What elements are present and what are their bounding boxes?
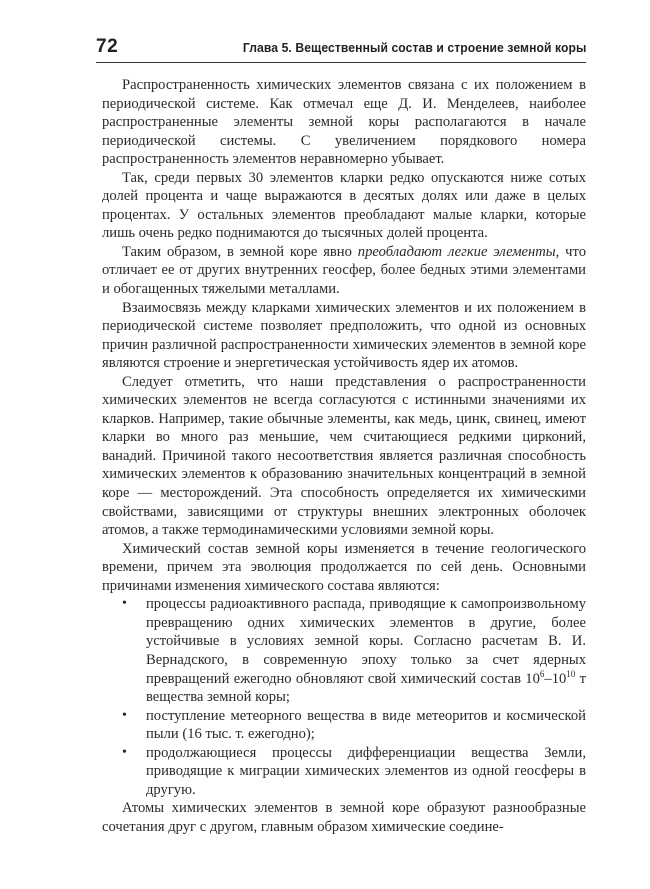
list-item-text: продолжающиеся процессы дифференциации вещества Земли, приводящие к миграции химических элементов из одной геосферы в другую. — [146, 744, 586, 798]
paragraph-3 — [102, 243, 586, 299]
paragraph-3-start: Таким образом, в земной коре явно — [122, 243, 358, 260]
paragraph-4: Взаимосвязь между кларками химических элементов и их положением в периодической системе позволяет предположить, что одной из основных причин различной распространенности химических элементов в земной коре являются строение и энергетическая устойчивость ядер их атомов. — [102, 299, 586, 372]
paragraph-1: Распространенность химических элементов связана с их положением в периодической системе. Как отмечал еще Д. И. Менделеев, наиболее распространенные элементы земной коры располагаются в начале периодической системы. С увеличением порядкового номера распространенность элементов неравномерно убывает. — [102, 77, 586, 168]
emphasis-light-elements: преобладают легкие элементы, — [357, 243, 560, 260]
paragraph-5: Следует отметить, что наши представления о распространенности химических элементов не всегда согласуются с истинными значениями их кларков. Например, такие обычные элементы, как медь, цинк, свинец, имеют кларки во много раз меньшие, чем считающиеся редкими цирконий, ванадий. Причиной такого несоответствия является различная способность химических элементов к образованию значительных концентраций в земной коре — месторождений. Эта способность определяется их химическими свойствами, зависящими от структуры внешних электронных оболочек атомов, а также термодинамическими условиями земной коры. — [102, 373, 586, 539]
paragraph-7: Атомы химических элементов в земной коре образуют разнообразные сочетания друг с другом, главным образом химические соедине- — [102, 800, 586, 835]
chapter-title: Глава 5. Вещественный состав и строение земной коры — [242, 40, 586, 55]
list-item — [102, 595, 586, 706]
running-header — [96, 36, 586, 63]
main-text — [102, 76, 586, 836]
list-item — [102, 744, 586, 800]
bullet-icon: • — [122, 707, 127, 723]
list-item-text-a: процессы радиоактивного распада, приводящие к самопроизвольному превращению одних химических элементов в другие, более устойчивые в условиях земной коры. Согласно расчетам В. И. Вернадского, в современную эпоху только за счет ядерных превращений ежегодно обновляют свой химический состав 10 — [146, 596, 586, 687]
paragraph-2: Так, среди первых 30 элементов кларки редко опускаются ниже сотых долей процента и чаще выражаются в десятых долях или даже в целых процентах. У остальных элементов преобладают малые кларки, которые лишь очень редко поднимаются до тысячных долей процента. — [102, 169, 586, 242]
bullet-icon: • — [122, 596, 127, 612]
list-item-text: поступление метеорного вещества в виде метеоритов и космической пыли (16 тыс. т. ежегодно); — [146, 707, 586, 743]
list-item-text-b: –10 — [544, 670, 567, 687]
list-item-text-c: т вещества земной коры; — [146, 670, 586, 706]
causes-list — [102, 595, 586, 799]
list-item — [102, 707, 586, 744]
exponent: 10 — [566, 668, 576, 679]
paragraph-6: Химический состав земной коры изменяется в течение геологического времени, причем эта эволюция продолжается по сей день. Основными причинами изменения химического состава являются: — [102, 540, 586, 594]
bullet-icon: • — [122, 744, 127, 760]
exponent: 6 — [539, 668, 545, 679]
paragraph-3-end: что отличает ее от других внутренних геосфер, более бедных этими элементами и обогащенных тяжелыми металлами. — [102, 243, 586, 298]
page-number: 72 — [96, 36, 119, 57]
